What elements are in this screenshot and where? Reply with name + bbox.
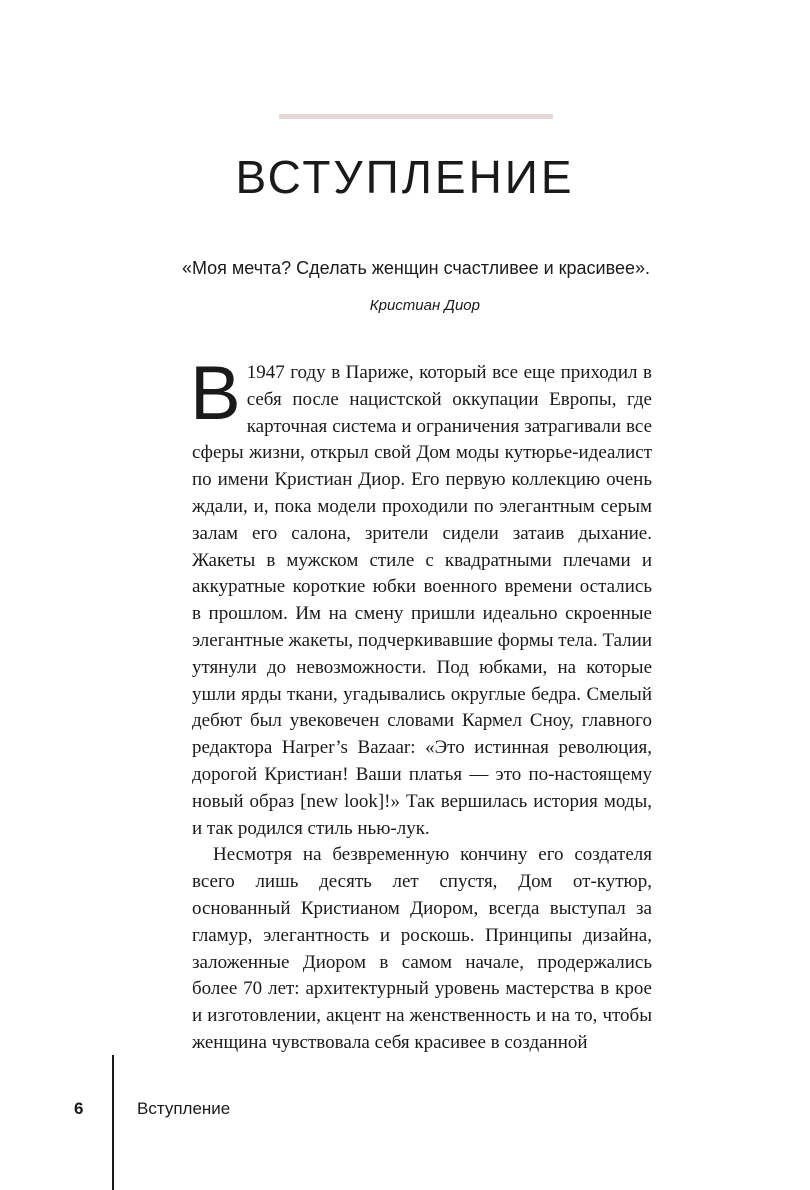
running-head: Вступление (137, 1099, 231, 1118)
chapter-decorative-rule (279, 114, 553, 119)
paragraph-1-text: 1947 году в Париже, который все еще приходил в себя после нацистской оккупации Европы, где карточная система и ограничения затрагивали все сферы жизни, открыл свой Дом моды кутюрье-идеалист по имени Кристиан Диор. Его первую коллекцию очень ждали, и, пока модели проходили по элегантным серым залам его салона, зрители сидели затаив дыхание. Жакеты в мужском стиле с квадратными плечами и аккуратные короткие юбки военного времени остались в прошлом. Им на смену пришли идеально скроенные элегантные жакеты, подчеркивавшие формы тела. Талии утянули до невозможности. Под юбками, на которые ушли ярды ткани, угадывались округлые бедра. Смелый дебют был увековечен словами Кармел Сноу, главного редактора Harper’s Bazaar: «Это истинная революция, дорогой Кристиан! Ваши платья — это по-настоящему новый образ [new look]!» Так вершилась история моды, и так родился стиль нью-лук. (192, 362, 652, 839)
paragraph-2: Несмотря на безвременную кончину его создателя всего лишь десять лет спустя, Дом от-кутюр, основанный Кристианом Диором, всегда выступал за гламур, элегантность и роскошь. Принципы дизайна, заложенные Диором в самом начале, продержались более 70 лет: архитектурный уровень мастерства в крое и изготовлении, акцент на женственность и на то, чтобы женщина чувствовала себя красивее в созданной (192, 844, 652, 1053)
page-number: 6 (74, 1099, 84, 1118)
body-text (190, 351, 652, 1057)
footer-vertical-rule (112, 1055, 114, 1190)
epigraph-quote: «Моя мечта? Сделать женщин счастливее и красивее». (181, 258, 650, 278)
epigraph-author: Кристиан Диор (369, 297, 480, 314)
drop-cap: В (190, 351, 241, 436)
chapter-title: ВСТУПЛЕНИЕ (235, 151, 575, 203)
paragraph-1 (190, 351, 652, 842)
